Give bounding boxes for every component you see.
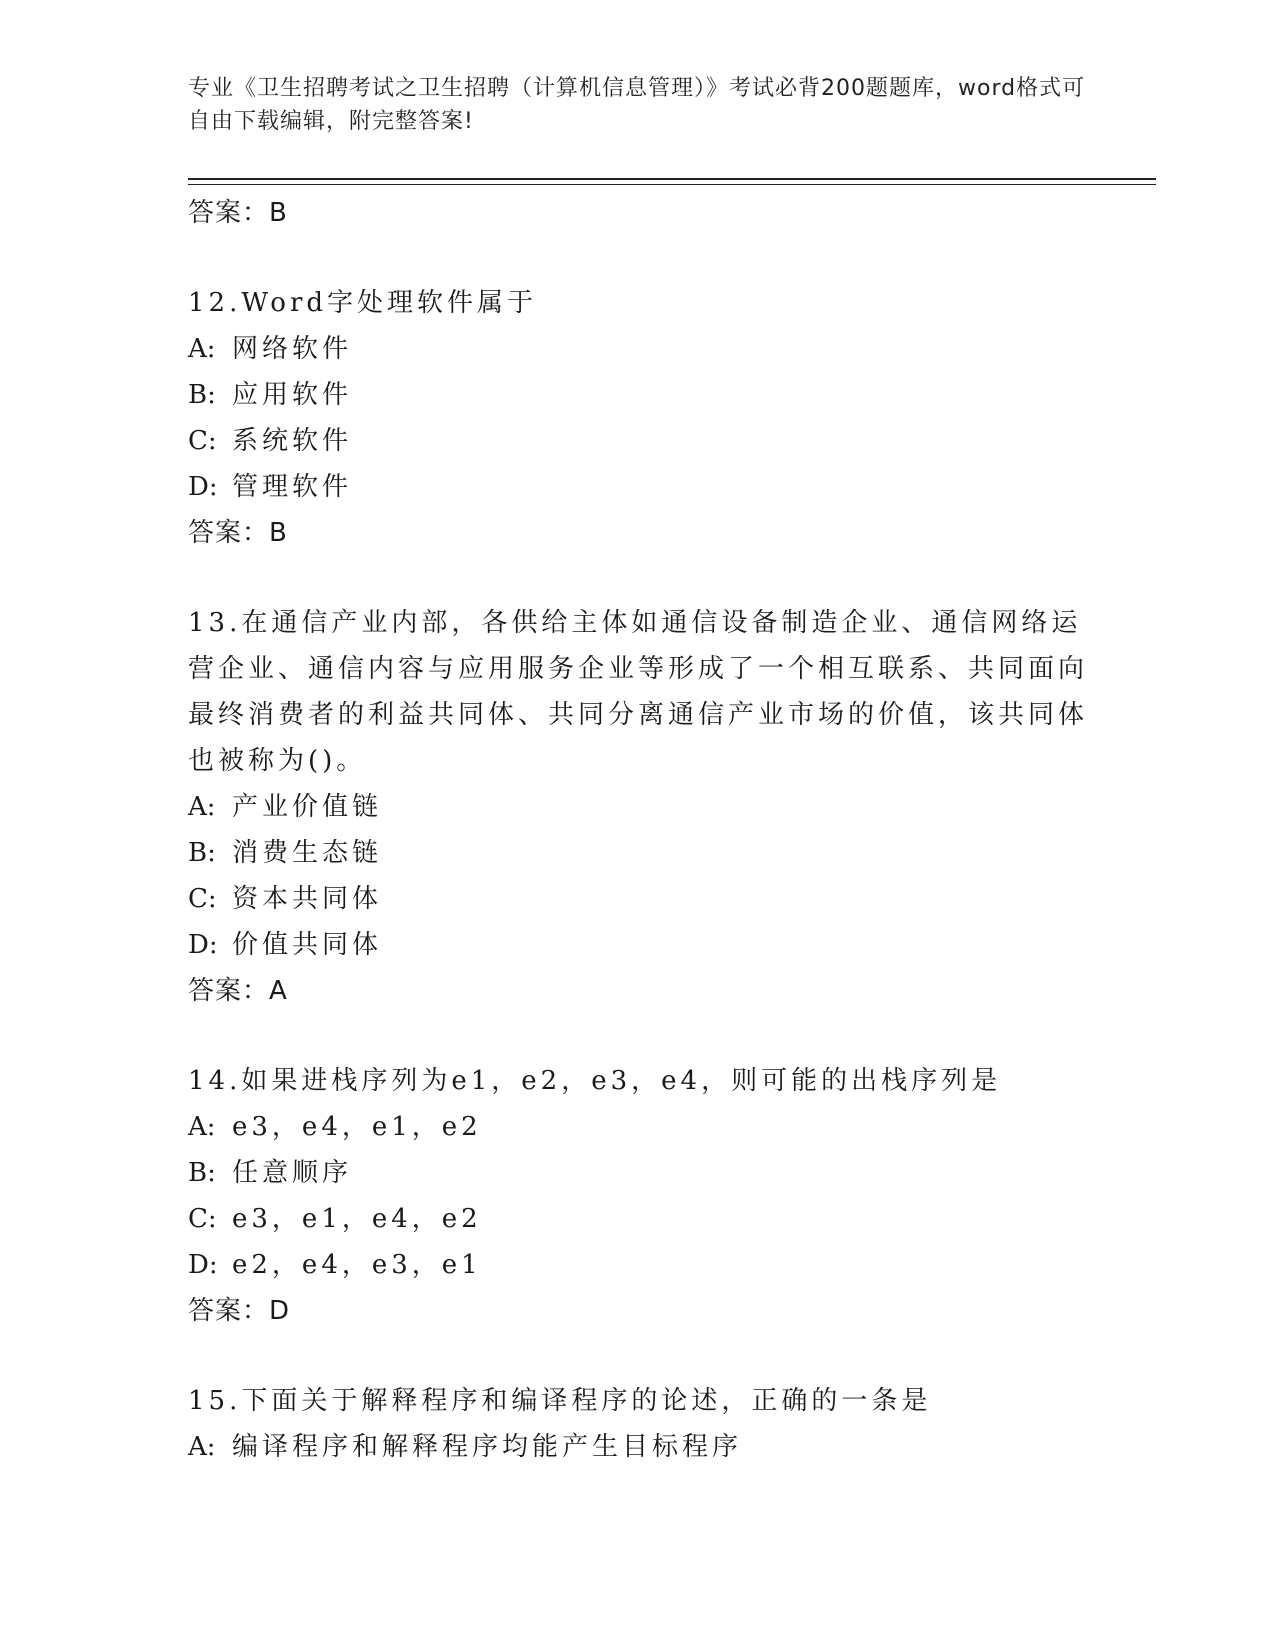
option-b [188,830,1088,876]
answer-line: 答案：D [188,1296,291,1326]
option-label: B: [188,380,216,410]
option-label: C: [188,1204,217,1234]
answer-line: 答案：A [188,976,288,1006]
question-text: 13.在通信产业内部，各供给主体如通信设备制造企业、通信网络运营企业、通信内容与应用服务企业等形成了一个相互联系、共同面向最终消费者的利益共同体、共同分离通信产业市场的价值，该共同体也被称为()。 [188,608,1089,776]
option-label: D: [188,1250,218,1280]
option-text: 编译程序和解释程序均能产生目标程序 [232,1432,743,1462]
question-list [188,190,1088,1470]
option-label: A: [188,1112,216,1142]
question-text: 15.下面关于解释程序和编译程序的论述，正确的一条是 [188,1386,932,1416]
option-text: 产业价值链 [232,792,383,822]
option-label: A: [188,1432,216,1462]
question-13 [188,600,1088,1014]
document-header: 专业《卫生招聘考试之卫生招聘（计算机信息管理）》考试必背200题题库，word格式可自由下载编辑，附完整答案! [188,76,1086,134]
option-d [188,464,1088,510]
option-label: C: [188,884,217,914]
option-text: e3，e1，e4，e2 [232,1204,482,1234]
option-label: D: [188,930,218,960]
header-divider-thick [188,178,1156,180]
option-text: 资本共同体 [232,884,383,914]
option-text: 系统软件 [232,426,353,456]
header-divider-thin [188,184,1156,185]
option-text: e3，e4，e1，e2 [232,1112,482,1142]
option-c [188,418,1088,464]
option-d [188,922,1088,968]
question-15 [188,1378,1088,1470]
option-label: B: [188,1158,216,1188]
option-text: 管理软件 [232,472,353,502]
option-label: A: [188,792,216,822]
option-b [188,1150,1088,1196]
question-text: 12.Word字处理软件属于 [188,288,538,318]
option-label: A: [188,334,216,364]
question-text: 14.如果进栈序列为e1，e2，e3，e4，则可能的出栈序列是 [188,1066,1002,1096]
question-14 [188,1058,1088,1334]
option-text: 任意顺序 [232,1158,353,1188]
answer-line: 答案：B [188,198,288,228]
answer-line: 答案：B [188,518,288,548]
option-text: 网络软件 [232,334,353,364]
option-a [188,1424,1088,1470]
option-label: B: [188,838,216,868]
option-a [188,326,1088,372]
option-b [188,372,1088,418]
option-c [188,876,1088,922]
option-text: 应用软件 [232,380,353,410]
option-c [188,1196,1088,1242]
question-12 [188,280,1088,556]
option-text: e2，e4，e3，e1 [232,1250,482,1280]
option-d [188,1242,1088,1288]
option-a [188,784,1088,830]
option-text: 价值共同体 [232,930,383,960]
option-label: C: [188,426,217,456]
option-a [188,1104,1088,1150]
option-label: D: [188,472,218,502]
option-text: 消费生态链 [232,838,383,868]
